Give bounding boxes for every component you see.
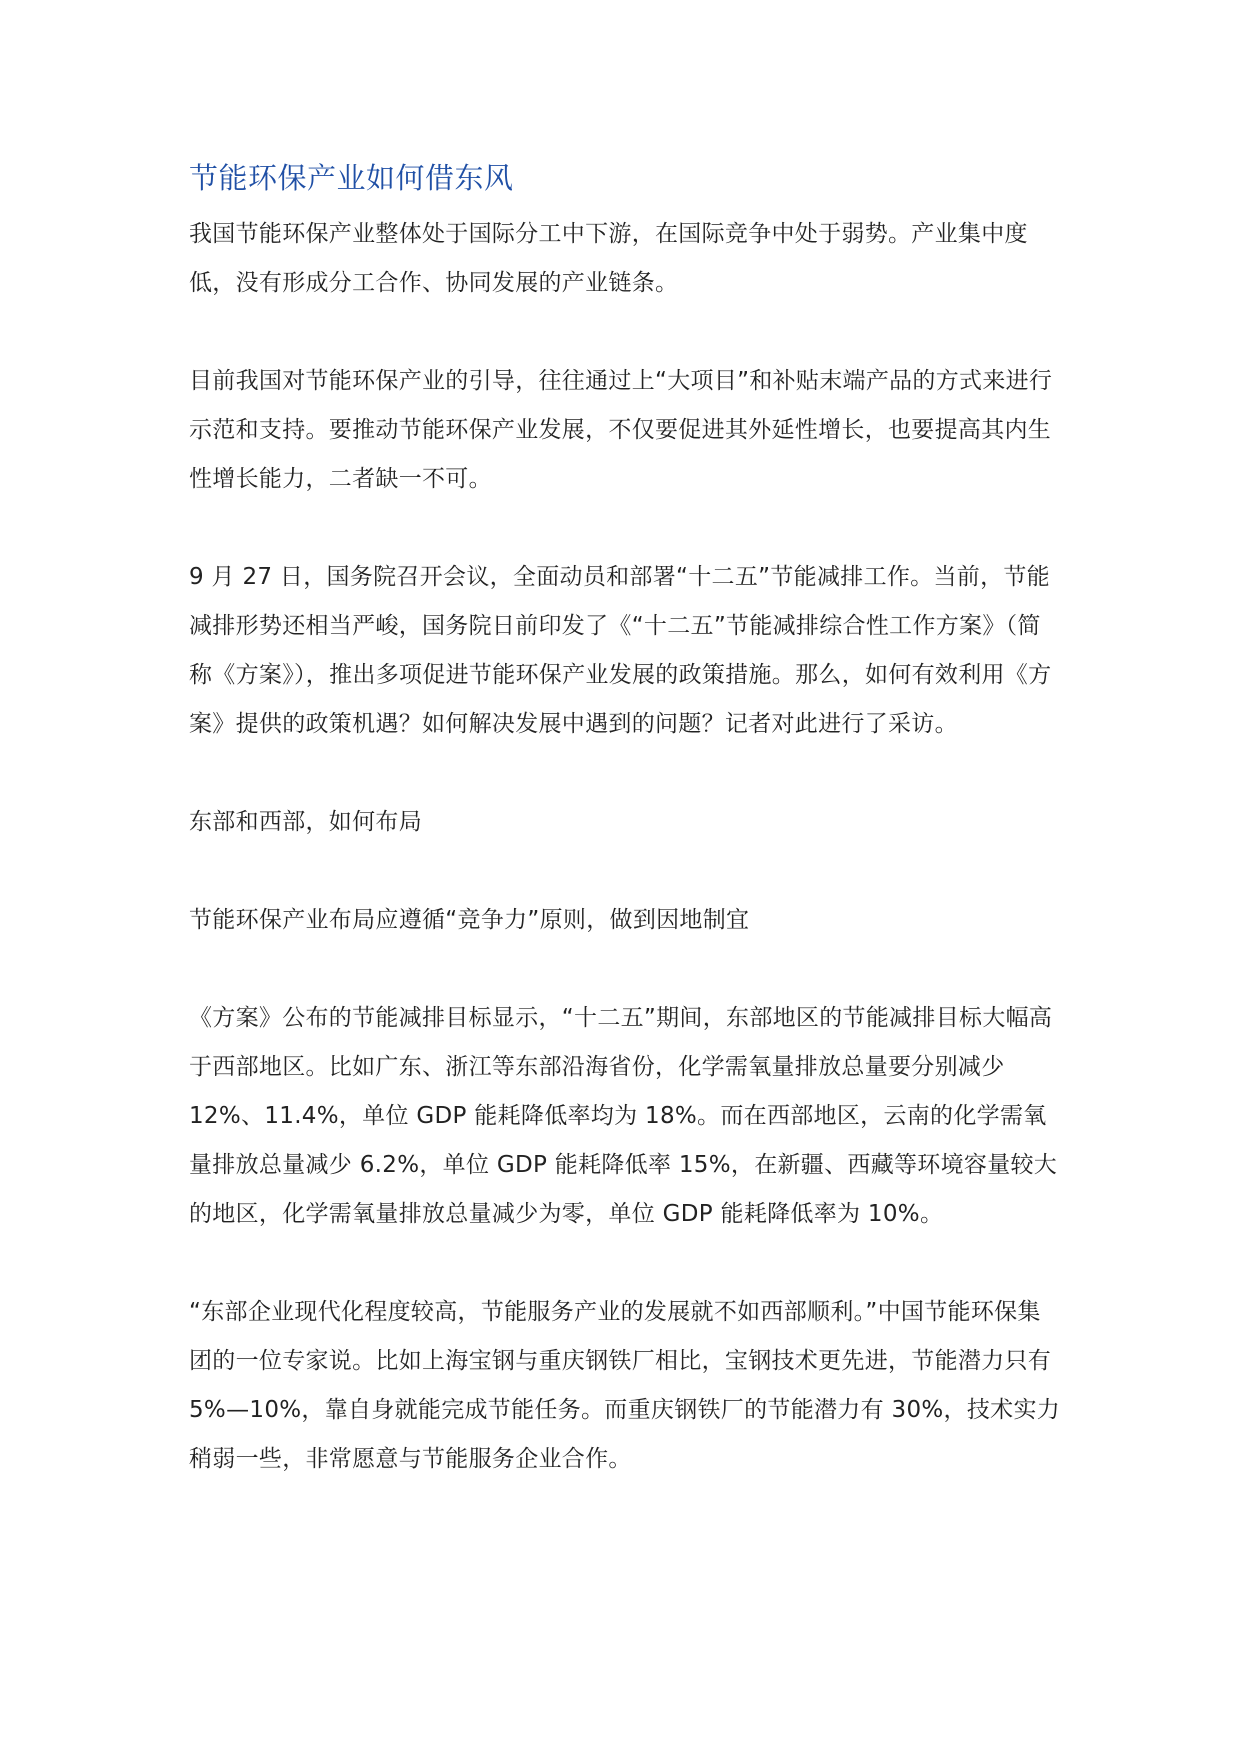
section-heading: 东部和西部，如何布局 — [189, 809, 422, 835]
paragraph-meeting: 9 月 27 日，国务院召开会议，全面动员和部署“十二五”节能减排工作。当前，节能减排形势还相当严峻，国务院日前印发了《“十二五”节能减排综合性工作方案》（简称《方案》），推出多项促进节能环保产业发展的政策措施。那么，如何有效利用《方案》提供的政策机遇？如何解决发展中遇到的问题？记者对此进行了采访。 — [189, 564, 1052, 737]
section-subheading: 节能环保产业布局应遵循“竞争力”原则，做到因地制宜 — [189, 907, 750, 933]
paragraph-targets: 《方案》公布的节能减排目标显示，“十二五”期间，东部地区的节能减排目标大幅高于西部地区。比如广东、浙江等东部沿海省份，化学需氧量排放总量要分别减少 12%、11.4%，单位 GDP 能耗降低率均为 18%。而在西部地区，云南的化学需氧量排放总量减少 6.2%，单位 GDP 能耗降低率 15%，在新疆、西藏等环境容量较大的地区，化学需氧量排放总量减少为零，单位 GDP 能耗降低率为 10%。 — [189, 1005, 1058, 1227]
spacer — [189, 198, 1064, 210]
spacer — [189, 749, 1064, 798]
spacer — [189, 945, 1064, 994]
spacer — [189, 308, 1064, 357]
spacer — [189, 847, 1064, 896]
paragraph-expert-quote: “东部企业现代化程度较高，节能服务产业的发展就不如西部顺利。”中国节能环保集团的一位专家说。比如上海宝钢与重庆钢铁厂相比，宝钢技术更先进，节能潜力只有 5%—10%，靠自身就能完成节能任务。而重庆钢铁厂的节能潜力有 30%，技术实力稍弱一些，非常愿意与节能服务企业合作。 — [189, 1299, 1061, 1472]
spacer — [189, 504, 1064, 553]
document-page — [189, 158, 1064, 1484]
article-title: 节能环保产业如何借东风 — [189, 161, 514, 195]
paragraph-guidance: 目前我国对节能环保产业的引导，往往通过上“大项目”和补贴末端产品的方式来进行示范和支持。要推动节能环保产业发展，不仅要促进其外延性增长，也要提高其内生性增长能力，二者缺一不可。 — [189, 368, 1053, 492]
paragraph-intro: 我国节能环保产业整体处于国际分工中下游，在国际竞争中处于弱势。产业集中度低，没有形成分工合作、协同发展的产业链条。 — [189, 221, 1028, 296]
spacer — [189, 1239, 1064, 1288]
